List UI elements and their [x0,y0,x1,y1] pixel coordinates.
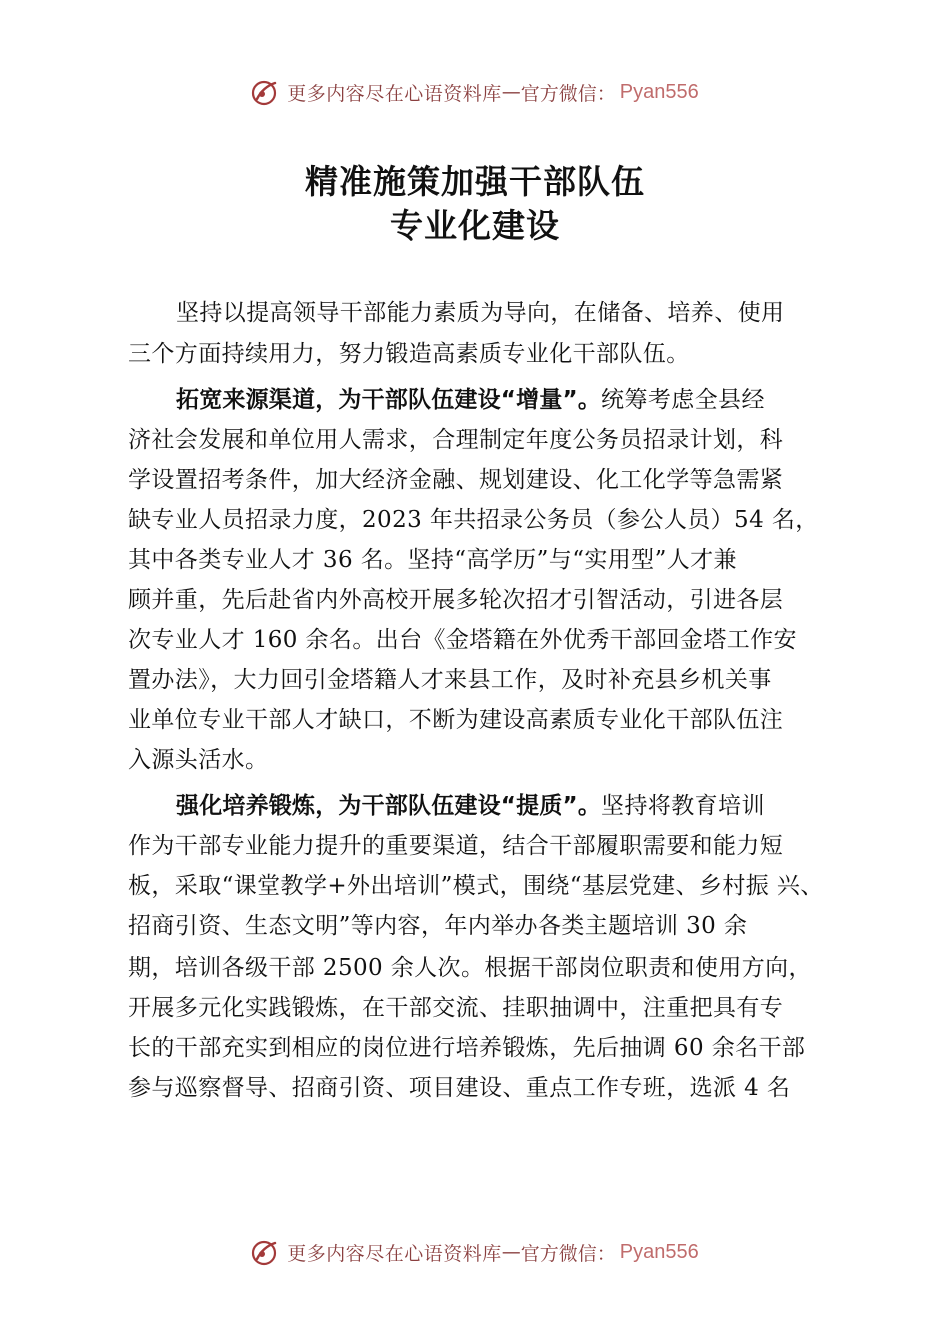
brand-logo-icon [251,1237,281,1267]
body-line: 入源头活水。 [128,747,269,773]
body-text: 统筹考虑全县经 [601,387,765,413]
body-line: 坚持以提高领导干部能力素质为导向，在储备、培养、使用 [176,300,785,326]
page-title-line-1: 精准施策加强干部队伍 [305,162,645,201]
body-line: 三个方面持续用力，努力锻造高素质专业化干部队伍。 [128,341,690,367]
section-heading-strengthen-training: 强化培养锻炼，为干部队伍建设“提质”。 [176,793,602,819]
brand-logo-icon [251,77,281,107]
section-heading-expand-sources: 拓宽来源渠道，为干部队伍建设“增量”。 [176,387,602,413]
body-line: 其中各类专业人才 36 名。坚持“高学历”与“实用型”人才兼 [128,547,737,573]
body-line: 次专业人才 160 余名。出台《金塔籍在外优秀干部回金塔工作安 [128,627,797,653]
banner-site-text: 更多内容尽在心语资料库 [287,82,502,105]
body-line: 招商引资、生态文明”等内容，年内举办各类主题培训 30 余 [128,913,748,939]
banner-wechat-label: 官方微信： [520,1242,616,1265]
body-line: 缺专业人员招录力度，2023 年共招录公务员（参公人员）54 名， [128,507,819,533]
page-title-line-2: 专业化建设 [390,206,560,245]
banner-dash: — [501,1241,521,1263]
paragraph-2-first-line [176,380,876,420]
paragraph-3-first-line [176,786,876,826]
banner-site-text: 更多内容尽在心语资料库 [287,1242,502,1265]
body-line: 顾并重，先后赴省内外高校开展多轮次招才引智活动，引进各层 [128,587,784,613]
footer-banner [0,1232,950,1272]
banner-dash: — [501,81,521,103]
body-line: 开展多元化实践锻炼，在干部交流、挂职抽调中，注重把具有专 [128,995,784,1021]
body-line: 作为干部专业能力提升的重要渠道，结合干部履职需要和能力短 [128,833,784,859]
banner-wechat-id: Pyan556 [619,1240,699,1263]
body-line: 长的干部充实到相应的岗位进行培养锻炼，先后抽调 60 余名干部 [128,1035,806,1061]
body-line: 参与巡察督导、招商引资、项目建设、重点工作专班，选派 4 名 [128,1075,791,1101]
body-line: 期，培训各级干部 2500 余人次。根据干部岗位职责和使用方向， [128,955,812,981]
body-text: 坚持将教育培训 [601,793,765,819]
body-line: 济社会发展和单位用人需求，合理制定年度公务员招录计划，科 [128,427,784,453]
body-line: 业单位专业干部人才缺口，不断为建设高素质专业化干部队伍注 [128,707,784,733]
body-line: 板，采取“课堂教学+外出培训”模式，围绕“基层党建、乡村振 兴、 [128,873,824,899]
banner-wechat-label: 官方微信： [520,82,616,105]
banner-wechat-id: Pyan556 [619,80,699,103]
body-line: 学设置招考条件，加大经济金融、规划建设、化工化学等急需紧 [128,467,784,493]
body-line: 置办法》，大力回引金塔籍人才来县工作，及时补充县乡机关事 [128,667,772,693]
header-banner [0,72,950,112]
